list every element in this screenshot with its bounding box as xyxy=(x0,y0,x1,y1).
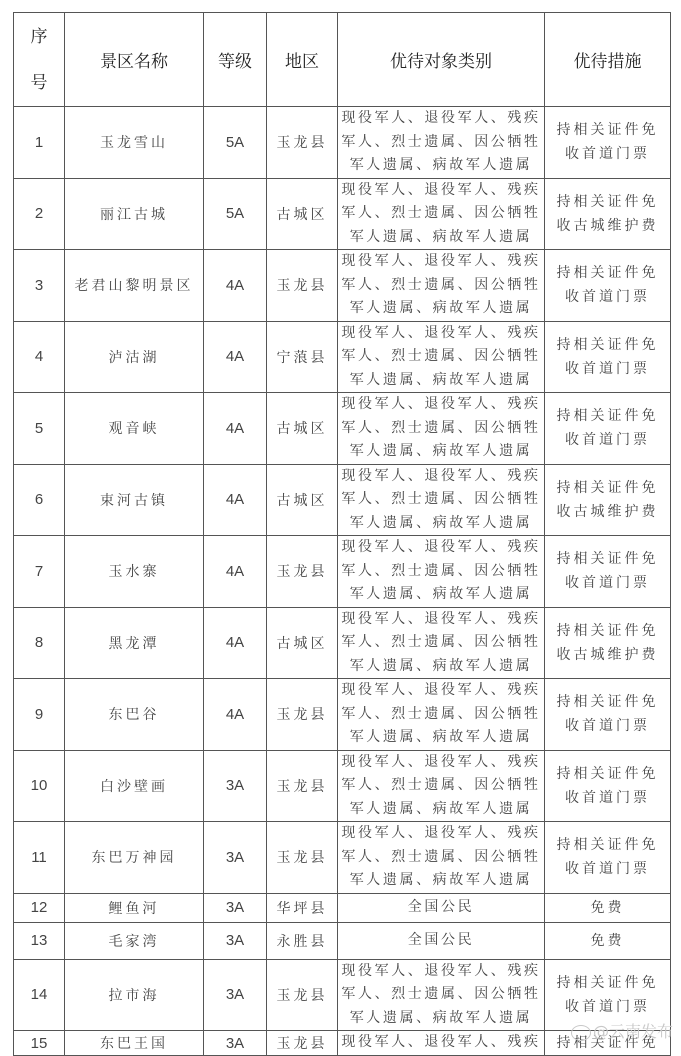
measure-line: 收首道门票 xyxy=(565,718,650,735)
objects-line: 军人遗属、病故军人遗属 xyxy=(349,657,533,674)
cell-grade: 4A xyxy=(204,679,267,751)
objects-line: 军人、烈士遗属、因公牺牲 xyxy=(341,705,541,722)
measure-line: 持相关证件免 xyxy=(556,122,659,139)
cell-seq: 10 xyxy=(14,750,65,822)
objects-line: 全国公民 xyxy=(407,898,475,915)
cell-grade: 4A xyxy=(204,321,267,393)
objects-line: 军人、烈士遗属、因公牺牲 xyxy=(341,986,541,1002)
cell-grade: 4A xyxy=(204,393,267,465)
cell-measure xyxy=(545,607,671,679)
cell-objects xyxy=(338,321,545,393)
measure-line: 持相关证件免 xyxy=(556,408,659,425)
table-row xyxy=(14,922,671,959)
objects-line: 军人、烈士遗属、因公牺牲 xyxy=(341,491,541,507)
measure-line: 收首道门票 xyxy=(565,146,650,163)
cell-objects xyxy=(338,607,545,679)
measure-line: 收首道门票 xyxy=(565,861,650,878)
header-region: 地区 xyxy=(267,13,338,107)
cell-seq: 1 xyxy=(14,107,65,179)
measure-line: 免费 xyxy=(590,899,625,916)
measure-line: 收首道门票 xyxy=(565,289,650,306)
table-row xyxy=(14,536,671,608)
cell-objects xyxy=(338,107,545,179)
measure-line: 持相关证件免 xyxy=(556,479,659,496)
cell-region: 玉龙县 xyxy=(267,1031,338,1056)
objects-line: 军人遗属、病故军人遗属 xyxy=(349,514,533,531)
cell-seq: 11 xyxy=(14,822,65,894)
objects-line: 现役军人、退役军人、残疾 xyxy=(341,396,541,412)
cell-name: 观音峡 xyxy=(65,393,204,465)
objects-line: 军人遗属、病故军人遗属 xyxy=(349,586,533,602)
cell-seq: 4 xyxy=(14,321,65,393)
cell-grade: 4A xyxy=(204,536,267,608)
cell-seq: 9 xyxy=(14,679,65,751)
cell-name: 鲤鱼河 xyxy=(65,893,204,922)
header-measure: 优待措施 xyxy=(545,13,671,107)
table-row xyxy=(14,750,671,822)
cell-name: 丽江古城 xyxy=(65,178,204,250)
cell-grade: 4A xyxy=(204,250,267,322)
header-seq: 序 号 xyxy=(14,13,65,107)
cell-region: 古城区 xyxy=(267,178,338,250)
objects-line: 军人、烈士遗属、因公牺牲 xyxy=(341,848,541,865)
cell-objects xyxy=(338,250,545,322)
objects-line: 军人、烈士遗属、因公牺牲 xyxy=(341,634,541,650)
measure-line: 持相关证件免 xyxy=(556,551,659,568)
objects-line: 全国公民 xyxy=(407,931,475,948)
objects-line: 军人遗属、病故军人遗属 xyxy=(349,443,533,459)
cell-grade: 3A xyxy=(204,822,267,894)
objects-line: 军人遗属、病故军人遗属 xyxy=(349,157,533,173)
measure-line: 持相关证件免 xyxy=(556,837,659,854)
header-grade: 等级 xyxy=(204,13,267,107)
weibo-icon xyxy=(571,1025,591,1041)
cell-name: 老君山黎明景区 xyxy=(65,250,204,322)
cell-objects xyxy=(338,464,545,536)
objects-line: 军人遗属、病故军人遗属 xyxy=(349,228,533,245)
objects-line: 现役军人、退役军人、残疾 xyxy=(341,539,541,555)
objects-line: 军人、烈士遗属、因公牺牲 xyxy=(341,562,541,579)
cell-objects xyxy=(338,959,545,1031)
measure-line: 持相关证件免 xyxy=(556,336,659,353)
header-name: 景区名称 xyxy=(65,13,204,107)
table-row xyxy=(14,679,671,751)
cell-grade: 3A xyxy=(204,893,267,922)
cell-objects xyxy=(338,679,545,751)
cell-measure xyxy=(545,679,671,751)
cell-name: 毛家湾 xyxy=(65,922,204,959)
header-objects: 优待对象类别 xyxy=(338,13,545,107)
cell-name: 东巴谷 xyxy=(65,679,204,751)
cell-region: 古城区 xyxy=(267,464,338,536)
table-row xyxy=(14,178,671,250)
cell-name: 东巴王国 xyxy=(65,1031,204,1056)
cell-region: 古城区 xyxy=(267,607,338,679)
cell-measure xyxy=(545,536,671,608)
cell-region: 玉龙县 xyxy=(267,959,338,1031)
measure-line: 收首道门票 xyxy=(565,432,650,449)
cell-measure xyxy=(545,750,671,822)
cell-measure xyxy=(545,107,671,179)
objects-line: 军人、烈士遗属、因公牺牲 xyxy=(341,348,541,364)
measure-line: 持相关证件免 xyxy=(556,265,659,282)
cell-measure xyxy=(545,893,671,922)
cell-region: 玉龙县 xyxy=(267,536,338,608)
measure-line: 收首道门票 xyxy=(565,998,650,1015)
cell-objects xyxy=(338,178,545,250)
measure-line: 收首道门票 xyxy=(565,789,650,806)
objects-line: 军人遗属、病故军人遗属 xyxy=(349,300,533,316)
cell-grade: 3A xyxy=(204,750,267,822)
objects-line: 军人、烈士遗属、因公牺牲 xyxy=(341,133,541,150)
cell-grade: 3A xyxy=(204,959,267,1031)
table-row xyxy=(14,607,671,679)
table-row xyxy=(14,321,671,393)
cell-name: 东巴万神园 xyxy=(65,822,204,894)
cell-region: 永胜县 xyxy=(267,922,338,959)
measure-line: 持相关证件免 xyxy=(556,1035,659,1051)
cell-objects xyxy=(338,822,545,894)
measure-line: 收首道门票 xyxy=(565,360,650,377)
cell-measure xyxy=(545,393,671,465)
cell-seq: 5 xyxy=(14,393,65,465)
cell-name: 玉水寨 xyxy=(65,536,204,608)
objects-line: 军人、烈士遗属、因公牺牲 xyxy=(341,205,541,221)
table-row xyxy=(14,107,671,179)
measure-line: 持相关证件免 xyxy=(556,765,659,782)
cell-seq: 15 xyxy=(14,1031,65,1056)
objects-line: 军人、烈士遗属、因公牺牲 xyxy=(341,777,541,793)
cell-grade: 5A xyxy=(204,107,267,179)
cell-name: 泸沽湖 xyxy=(65,321,204,393)
objects-line: 现役军人、退役军人、残疾 xyxy=(341,253,541,269)
cell-region: 玉龙县 xyxy=(267,822,338,894)
cell-region: 玉龙县 xyxy=(267,107,338,179)
cell-seq: 3 xyxy=(14,250,65,322)
cell-measure xyxy=(545,178,671,250)
cell-grade: 4A xyxy=(204,607,267,679)
header-row xyxy=(14,13,671,107)
cell-region: 玉龙县 xyxy=(267,679,338,751)
table-row xyxy=(14,393,671,465)
cell-region: 玉龙县 xyxy=(267,750,338,822)
cell-measure xyxy=(545,822,671,894)
measure-line: 持相关证件免 xyxy=(556,694,659,711)
objects-line: 军人遗属、病故军人遗属 xyxy=(349,371,533,388)
scenic-spots-table xyxy=(13,12,671,1056)
cell-grade: 5A xyxy=(204,178,267,250)
measure-line: 收古城维护费 xyxy=(556,503,659,520)
cell-objects xyxy=(338,1031,545,1056)
cell-name: 黑龙潭 xyxy=(65,607,204,679)
objects-line: 现役军人、退役军人、残疾 xyxy=(341,1034,541,1051)
cell-objects xyxy=(338,536,545,608)
cell-objects xyxy=(338,893,545,922)
objects-line: 现役军人、退役军人、残疾 xyxy=(341,324,541,341)
cell-measure xyxy=(545,250,671,322)
cell-region: 古城区 xyxy=(267,393,338,465)
cell-region: 华坪县 xyxy=(267,893,338,922)
table-row xyxy=(14,893,671,922)
cell-name: 白沙壁画 xyxy=(65,750,204,822)
objects-line: 军人、烈士遗属、因公牺牲 xyxy=(341,276,541,293)
objects-line: 现役军人、退役军人、残疾 xyxy=(341,610,541,627)
cell-objects xyxy=(338,922,545,959)
cell-region: 宁蒗县 xyxy=(267,321,338,393)
objects-line: 军人、烈士遗属、因公牺牲 xyxy=(341,419,541,436)
cell-seq: 14 xyxy=(14,959,65,1031)
objects-line: 现役军人、退役军人、残疾 xyxy=(341,825,541,841)
cell-seq: 8 xyxy=(14,607,65,679)
measure-line: 收古城维护费 xyxy=(556,646,659,663)
cell-region: 玉龙县 xyxy=(267,250,338,322)
cell-name: 玉龙雪山 xyxy=(65,107,204,179)
objects-line: 现役军人、退役军人、残疾 xyxy=(341,962,541,979)
measure-line: 免费 xyxy=(590,932,625,949)
cell-grade: 4A xyxy=(204,464,267,536)
objects-line: 现役军人、退役军人、残疾 xyxy=(341,467,541,484)
measure-line: 持相关证件免 xyxy=(556,622,659,639)
objects-line: 现役军人、退役军人、残疾 xyxy=(341,682,541,698)
objects-line: 军人遗属、病故军人遗属 xyxy=(349,872,533,888)
objects-line: 军人遗属、病故军人遗属 xyxy=(349,729,533,745)
measure-line: 收首道门票 xyxy=(565,575,650,592)
measure-line: 收古城维护费 xyxy=(556,217,659,234)
cell-objects xyxy=(338,750,545,822)
cell-name: 拉市海 xyxy=(65,959,204,1031)
objects-line: 现役军人、退役军人、残疾 xyxy=(341,181,541,198)
cell-seq: 7 xyxy=(14,536,65,608)
measure-line: 持相关证件免 xyxy=(556,974,659,991)
cell-objects xyxy=(338,393,545,465)
cell-seq: 13 xyxy=(14,922,65,959)
objects-line: 军人遗属、病故军人遗属 xyxy=(349,1009,533,1026)
cell-seq: 6 xyxy=(14,464,65,536)
cell-measure xyxy=(545,321,671,393)
objects-line: 现役军人、退役军人、残疾 xyxy=(341,753,541,770)
table-row xyxy=(14,822,671,894)
cell-name: 束河古镇 xyxy=(65,464,204,536)
cell-measure xyxy=(545,922,671,959)
cell-seq: 12 xyxy=(14,893,65,922)
cell-grade: 3A xyxy=(204,922,267,959)
cell-grade: 3A xyxy=(204,1031,267,1056)
watermark: @云南发布 xyxy=(571,1019,673,1042)
cell-seq: 2 xyxy=(14,178,65,250)
cell-measure xyxy=(545,464,671,536)
table-row xyxy=(14,250,671,322)
table-row xyxy=(14,464,671,536)
measure-line: 持相关证件免 xyxy=(556,193,659,210)
objects-line: 军人遗属、病故军人遗属 xyxy=(349,800,533,817)
objects-line: 现役军人、退役军人、残疾 xyxy=(341,110,541,126)
